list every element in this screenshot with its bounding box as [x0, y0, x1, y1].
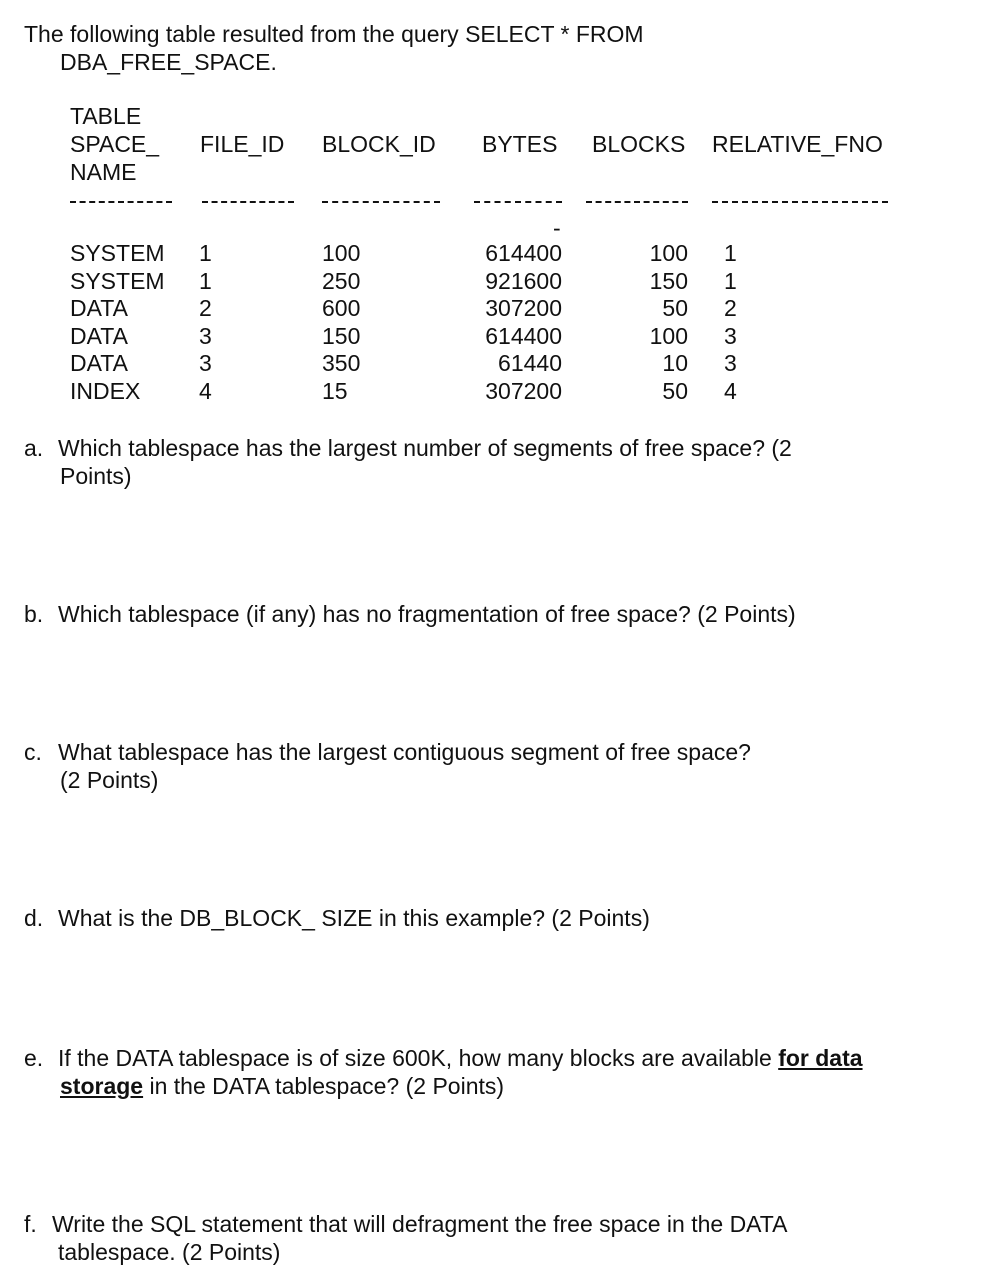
header-bytes: BYTES — [482, 131, 558, 157]
cell-file-id: 4 — [199, 377, 212, 404]
cell-relative-fno: 3 — [724, 322, 737, 349]
header-tablespace-line-3: NAME — [70, 159, 137, 185]
separator-bytes — [474, 201, 562, 203]
cell-block-id: 15 — [322, 377, 348, 404]
question-b-label: b. — [24, 601, 44, 627]
cell-block-id: 250 — [322, 267, 361, 294]
cell-tablespace: SYSTEM — [70, 267, 165, 294]
header-blocks: BLOCKS — [592, 131, 686, 157]
question-d-text: What is the DB_BLOCK_ SIZE in this example? (2 Points) — [58, 905, 650, 931]
cell-file-id: 1 — [199, 240, 212, 266]
cell-file-id: 2 — [199, 295, 212, 321]
separator-file-id — [202, 201, 294, 203]
cell-bytes: 614400 — [485, 240, 562, 266]
separator-block-id — [322, 201, 440, 203]
separator-blocks — [586, 201, 688, 203]
cell-relative-fno: 4 — [724, 377, 737, 404]
question-e-text-line-1: If the DATA tablespace is of size 600K, how many blocks are available — [58, 1045, 779, 1071]
cell-bytes: 921600 — [485, 267, 562, 294]
question-f-label: f. — [24, 1211, 37, 1237]
cell-relative-fno: 1 — [724, 267, 737, 294]
cell-bytes: 61440 — [498, 350, 562, 376]
cell-bytes: 307200 — [485, 377, 562, 404]
question-c-text-line-1: What tablespace has the largest contiguous segment of free space? — [58, 739, 751, 765]
cell-block-id: 100 — [322, 240, 361, 266]
cell-blocks: 100 — [649, 240, 688, 266]
separator-tablespace — [70, 201, 172, 203]
cell-block-id: 350 — [322, 350, 361, 376]
cell-file-id: 3 — [199, 350, 212, 376]
cell-relative-fno: 3 — [724, 350, 737, 376]
cell-blocks: 50 — [662, 377, 688, 404]
cell-relative-fno: 1 — [724, 240, 737, 266]
cell-block-id: 150 — [322, 322, 361, 349]
header-relative-fno: RELATIVE_FNO — [712, 131, 883, 157]
bytes-stray-mark: - — [553, 215, 561, 241]
question-a — [24, 434, 924, 490]
question-b-text: Which tablespace (if any) has no fragmentation of free space? (2 Points) — [58, 601, 796, 627]
intro-line-1: The following table resulted from the query SELECT * FROM — [24, 21, 644, 47]
question-e-text-line-2: in the DATA tablespace? (2 Points) — [143, 1073, 505, 1099]
header-block-id: BLOCK_ID — [322, 131, 436, 157]
question-f-text-line-1: Write the SQL statement that will defragment the free space in the DATA — [52, 1211, 788, 1237]
cell-bytes: 307200 — [485, 295, 562, 321]
cell-tablespace: DATA — [70, 350, 128, 376]
question-f-text-line-2: tablespace. (2 Points) — [58, 1239, 281, 1265]
header-file-id: FILE_ID — [200, 131, 285, 157]
question-d — [24, 904, 924, 932]
cell-blocks: 150 — [649, 267, 688, 294]
cell-blocks: 50 — [662, 295, 688, 321]
cell-file-id: 1 — [199, 267, 212, 294]
cell-relative-fno: 2 — [724, 295, 737, 321]
cell-blocks: 100 — [649, 322, 688, 349]
cell-tablespace: SYSTEM — [70, 240, 165, 266]
header-tablespace-line-2: SPACE_ — [70, 131, 160, 157]
question-c-label: c. — [24, 739, 42, 765]
cell-bytes: 614400 — [485, 322, 562, 349]
header-tablespace-line-1: TABLE — [70, 103, 142, 129]
separator-relative-fno — [712, 201, 888, 203]
question-c — [24, 738, 924, 794]
cell-tablespace: DATA — [70, 322, 128, 349]
question-f — [24, 1210, 924, 1266]
cell-block-id: 600 — [322, 295, 361, 321]
question-a-text-line-2: Points) — [60, 463, 132, 489]
intro-line-2: DBA_FREE_SPACE. — [60, 49, 277, 75]
question-a-text-line-1: Which tablespace has the largest number of segments of free space? (2 — [58, 435, 792, 461]
question-e-emphasis-2: storage — [60, 1073, 144, 1099]
question-d-label: d. — [24, 905, 44, 931]
cell-blocks: 10 — [662, 350, 688, 376]
question-e-label: e. — [24, 1045, 44, 1071]
question-e — [24, 1044, 984, 1100]
question-c-text-line-2: (2 Points) — [60, 767, 159, 793]
question-b — [24, 600, 924, 628]
cell-tablespace: INDEX — [70, 377, 141, 404]
question-e-emphasis-1: for data — [778, 1045, 863, 1071]
cell-file-id: 3 — [199, 322, 212, 349]
cell-tablespace: DATA — [70, 295, 128, 321]
question-a-label: a. — [24, 435, 44, 461]
